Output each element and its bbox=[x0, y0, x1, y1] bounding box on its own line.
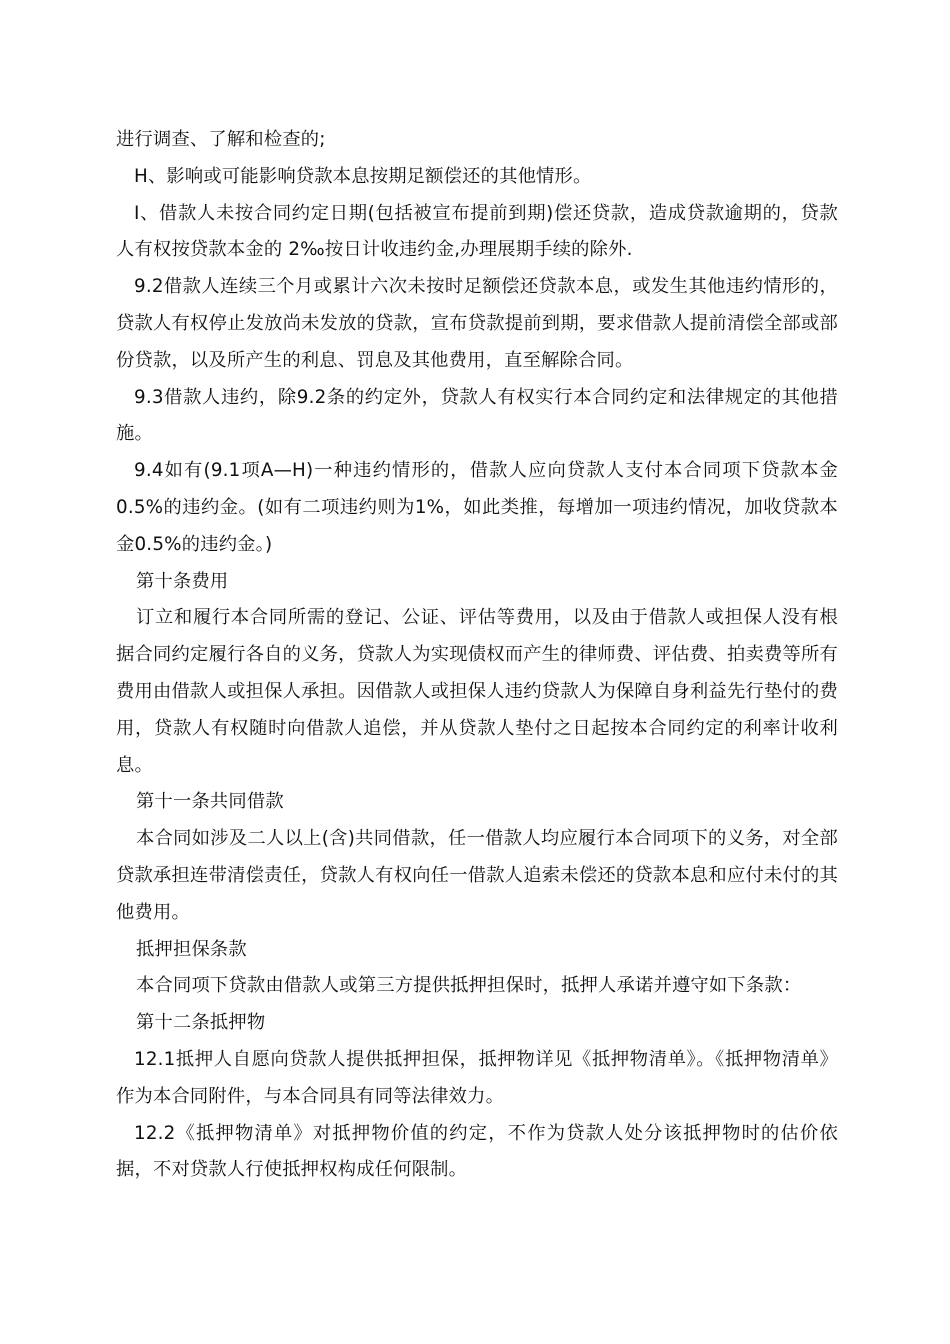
clause-9-3: 9.3借款人违约，除9.2条的约定外，贷款人有权实行本合同约定和法律规定的其他措施。 bbox=[116, 386, 838, 445]
article-11-text: 本合同如涉及二人以上(含)共同借款，任一借款人均应履行本合同项下的义务，对全部贷款承担连带清偿责任，贷款人有权向任一借款人追索未偿还的贷款本息和应付未付的其他费用。 bbox=[116, 828, 838, 923]
mortgage-terms-intro: 本合同项下贷款由借款人或第三方提供抵押担保时，抵押人承诺并遵守如下条款： bbox=[136, 975, 802, 997]
clause-h: H、影响或可能影响贷款本息按期足额偿还的其他情形。 bbox=[134, 165, 592, 187]
clause-9-4: 9.4如有(9.1项A—H)一种违约情形的，借款人应向贷款人支付本合同项下贷款本金0.5%的违约金。(如有二项违约则为1%，如此类推，每增加一项违约情况，加收贷款本金0.5%的违约金。) bbox=[116, 460, 838, 555]
article-10-text: 订立和履行本合同所需的登记、公证、评估等费用，以及由于借款人或担保人没有根据合同约定履行各自的义务，贷款人为实现债权而产生的律师费、评估费、拍卖费等所有费用由借款人或担保人承担。因借款人或担保人违约贷款人为保障自身利益先行垫付的费用，贷款人有权随时向借款人追偿，并从贷款人垫付之日起按本合同约定的利率计收利息。 bbox=[116, 607, 838, 776]
clause-12-1: 12.1抵押人自愿向贷款人提供抵押担保，抵押物详见《抵押物清单》。《抵押物清单》作为本合同附件，与本合同具有同等法律效力。 bbox=[116, 1048, 838, 1107]
heading-mortgage-terms: 抵押担保条款 bbox=[136, 938, 247, 960]
heading-article-11: 第十一条共同借款 bbox=[136, 791, 284, 813]
clause-9-2: 9.2借款人连续三个月或累计六次未按时足额偿还贷款本息，或发生其他违约情形的，贷款人有权停止发放尚未发放的贷款，宣布贷款提前到期，要求借款人提前清偿全部或部份贷款，以及所产生的利息、罚息及其他费用，直至解除合同。 bbox=[116, 276, 838, 371]
clause-i: I、借款人未按合同约定日期(包括被宣布提前到期)偿还贷款，造成贷款逾期的，贷款人有权按贷款本金的 2‰按日计收违约金,办理展期手续的除外. bbox=[116, 202, 838, 261]
paragraph-investigation: 进行调查、了解和检查的; bbox=[116, 129, 326, 150]
heading-article-12: 第十二条抵押物 bbox=[136, 1012, 266, 1034]
document-body bbox=[116, 122, 838, 1189]
heading-article-10: 第十条费用 bbox=[136, 570, 229, 592]
clause-12-2: 12.2《抵押物清单》对抵押物价值的约定，不作为贷款人处分该抵押物时的估价依据，不对贷款人行使抵押权构成任何限制。 bbox=[116, 1122, 838, 1181]
